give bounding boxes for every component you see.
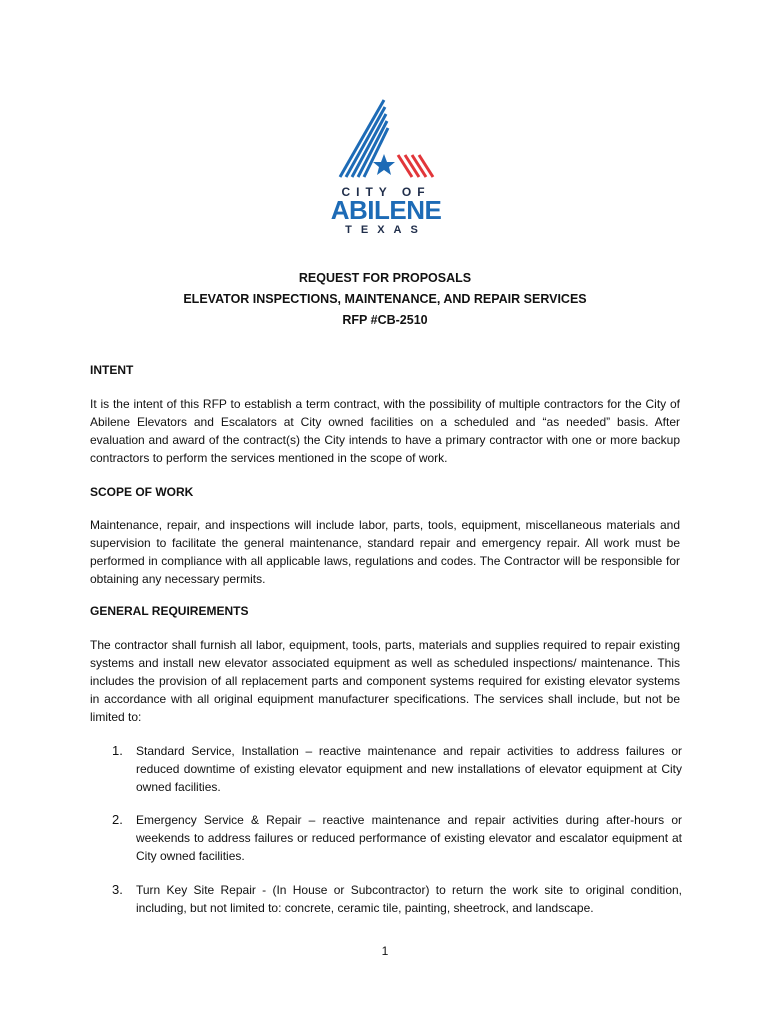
list-text: Turn Key Site Repair - (In House or Subcontractor) to return the work site to original condition, including, but not limited to: concrete, ceramic tile, painting, sheetrock, and landscape. — [136, 883, 682, 915]
scope-heading: SCOPE OF WORK — [90, 485, 194, 499]
list-number: 2. — [112, 812, 123, 827]
intent-heading: INTENT — [90, 363, 134, 377]
page-number: 1 — [381, 944, 389, 958]
scope-paragraph: Maintenance, repair, and inspections will include labor, parts, tools, equipment, miscellaneous materials and supervision to facilitate the general maintenance, standard repair and emergency repair. All work must be performed in compliance with all applicable laws, regulations and codes. The Contractor will be responsible for obtaining any necessary permits. — [90, 518, 680, 586]
document-title — [90, 268, 680, 331]
logo-city-of: CITY OF — [341, 185, 431, 199]
general-requirements-paragraph: The contractor shall furnish all labor, equipment, tools, parts, materials and supplies required to repair existing systems and install new elevator associated equipment as well as scheduled inspections/ maintenance. This includes the provision of all replacement parts and component systems required for existing elevator systems in accordance with all original equipment manufacturer specifications. The services shall include, but not be limited to: — [90, 638, 680, 724]
list-number: 3. — [112, 882, 123, 897]
general-requirements-heading: GENERAL REQUIREMENTS — [90, 604, 249, 618]
title-line-2: ELEVATOR INSPECTIONS, MAINTENANCE, AND REPAIR SERVICES — [183, 292, 587, 306]
list-text: Standard Service, Installation – reactive maintenance and repair activities to address failures or reduced downtime of existing elevator equipment and new installations of elevator equipment at City owned facilities. — [136, 744, 682, 794]
title-line-1: REQUEST FOR PROPOSALS — [298, 271, 472, 285]
list-text: Emergency Service & Repair – reactive maintenance and repair activities during after-hours or weekends to address failures or reduced performance of existing elevator and escalator equipment at City owned facilities. — [136, 813, 682, 863]
logo-abilene: ABILENE — [330, 195, 442, 225]
logo-texas: TEXAS — [345, 224, 427, 236]
list-number: 1. — [112, 743, 123, 758]
title-line-3: RFP #CB-2510 — [342, 313, 428, 327]
city-logo-mark — [328, 97, 444, 185]
city-logo — [328, 97, 444, 242]
intent-paragraph: It is the intent of this RFP to establish a term contract, with the possibility of multiple contractors for the City of Abilene Elevators and Escalators at City owned facilities on a scheduled and “as needed” basis. After evaluation and award of the contract(s) the City intends to have a primary contractor with one or more backup contractors to perform the services mentioned in the scope of work. — [90, 397, 680, 465]
